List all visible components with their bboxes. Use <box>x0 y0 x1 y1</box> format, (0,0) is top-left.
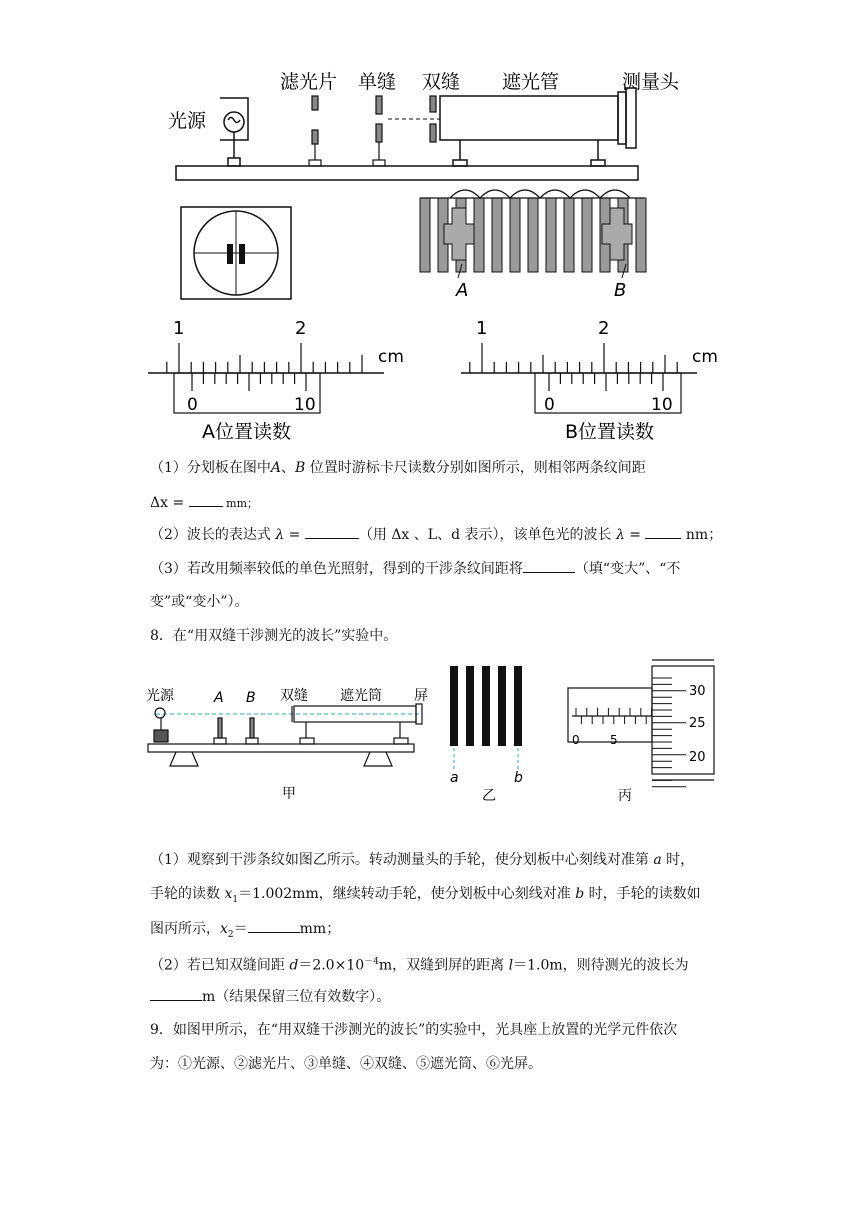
interference-stripe <box>498 666 506 746</box>
fig8-label-A: A <box>214 690 224 706</box>
answer-blank-x2[interactable] <box>248 918 300 933</box>
fig8-t20: 20 <box>689 750 706 765</box>
fig8-label-B: B <box>246 690 256 706</box>
apparatus-figure <box>140 60 700 190</box>
q9-line2: 为：①光源、②滤光片、③单缝、④双缝、⑤遮光筒、⑥光屏。 <box>150 1056 542 1072</box>
answer-blank-lambda-expr[interactable] <box>305 524 359 539</box>
fringe-pattern <box>412 186 668 301</box>
fig8-t30: 30 <box>689 684 706 699</box>
fig8-m5: 5 <box>610 733 618 747</box>
vernier-B-v10: 10 <box>651 395 673 415</box>
fringe-label-B: B <box>614 280 627 301</box>
q8-part2-l1: （2）若已知双缝间距 $d=2.0\times 10^{-4}m$，双缝到屏的距离 l＝1.0m，则待测光的波长为 <box>150 957 689 974</box>
fringe-bar <box>492 198 502 272</box>
answer-blank-dx[interactable] <box>189 492 223 507</box>
interference-stripe <box>514 666 522 746</box>
optical-bench <box>176 166 638 180</box>
fig8-label-source: 光源 <box>146 688 174 704</box>
q8-part2-l2: m（结果保留三位有效数字）。 <box>150 986 390 1007</box>
label-measure-head: 测量头 <box>622 71 680 93</box>
q8-part1-l3: 图丙所示，$x_2=$ mm； <box>150 918 340 945</box>
vernier-B-main-2: 2 <box>598 318 610 339</box>
interference-stripe <box>450 666 458 746</box>
label-tube: 遮光管 <box>502 71 560 93</box>
vernier-A <box>140 314 404 444</box>
vernier-B-caption: B位置读数 <box>565 421 655 443</box>
vernier-B-unit: cm <box>692 347 718 367</box>
vernier-A-main-2: 2 <box>295 318 307 339</box>
answer-blank-spacing[interactable] <box>523 558 575 573</box>
q8-title: 8．在“用双缝干涉测光的波长”实验中。 <box>150 628 398 644</box>
fig8-label-screen: 屏 <box>414 688 428 704</box>
q7-part1-answer: Δx = mm； <box>150 492 258 514</box>
fig8-label-b: b <box>514 770 523 786</box>
fig8-label-double-slit: 双缝 <box>280 688 308 704</box>
q8-part1-l1: （1）观察到干涉条纹如图乙所示。转动测量头的手轮，使分划板中心刻线对准第 a 时， <box>150 852 695 868</box>
fig8-caption-yi: 乙 <box>482 788 496 804</box>
answer-blank-wavelength[interactable] <box>150 986 202 1001</box>
fig8-jia <box>146 682 432 804</box>
fringe-bar <box>510 198 520 272</box>
tube-element <box>440 88 636 166</box>
vernier-A-unit: cm <box>378 347 404 367</box>
fringe-bar <box>582 198 592 272</box>
vernier-A-caption: A位置读数 <box>202 421 291 443</box>
lamp <box>220 98 248 166</box>
fringe-label-A: A <box>456 280 469 301</box>
label-double-slit: 双缝 <box>422 71 461 93</box>
vernier-B-main-1: 1 <box>476 318 488 339</box>
fig8-bing-micrometer <box>548 656 724 806</box>
eyepiece-view <box>180 206 294 302</box>
interference-stripe <box>482 666 490 746</box>
fringe-bar <box>528 198 538 272</box>
vernier-B <box>455 314 725 444</box>
vernier-B-v0: 0 <box>544 395 555 415</box>
fig8-caption-jia: 甲 <box>282 786 296 802</box>
fringe-bar <box>474 198 484 272</box>
fig8-yi <box>444 664 534 804</box>
fringe-bar <box>636 198 646 272</box>
answer-blank-lambda-value[interactable] <box>645 524 681 539</box>
fig8-label-tube: 遮光筒 <box>340 688 382 704</box>
vernier-A-main-1: 1 <box>173 318 185 339</box>
vernier-A-v10: 10 <box>294 395 316 415</box>
q8-part1-l2: 手轮的读数 $x_1=1.002mm$，继续转动手轮，使分划板中心刻线对准 b 时，手轮的读数如 <box>150 886 701 905</box>
interference-stripe <box>466 666 474 746</box>
q7-part3: （3）若改用频率较低的单色光照射，得到的干涉条纹间距将 （填“变大”、“不 <box>150 558 680 579</box>
single-slit-element <box>373 96 385 166</box>
fig8-caption-bing: 丙 <box>618 788 632 804</box>
label-light-source: 光源 <box>168 110 207 132</box>
q9-line1: 9．如图甲所示，在“用双缝干涉测光的波长”的实验中，光具座上放置的光学元件依次 <box>150 1022 678 1038</box>
fig8-t25: 25 <box>689 716 706 731</box>
q7-part3-cont: 变”或“变小”）。 <box>150 594 249 610</box>
vernier-A-v0: 0 <box>187 395 198 415</box>
filter-element <box>309 96 321 166</box>
fig8-m0: 0 <box>572 733 580 747</box>
fringe-bar <box>564 198 574 272</box>
fringe-bar <box>420 198 430 272</box>
label-filter: 滤光片 <box>280 71 338 93</box>
q7-part1: （1）分划板在图中A、B 位置时游标卡尺读数分别如图所示，则相邻两条纹间距 <box>150 460 646 476</box>
q7-part2: （2）波长的表达式 λ = （用 Δx 、L、d 表示），该单色光的波长 λ = nm； <box>150 524 722 545</box>
fringe-bar <box>546 198 556 272</box>
label-single-slit: 单缝 <box>358 71 397 93</box>
fig8-label-a: a <box>450 770 459 786</box>
